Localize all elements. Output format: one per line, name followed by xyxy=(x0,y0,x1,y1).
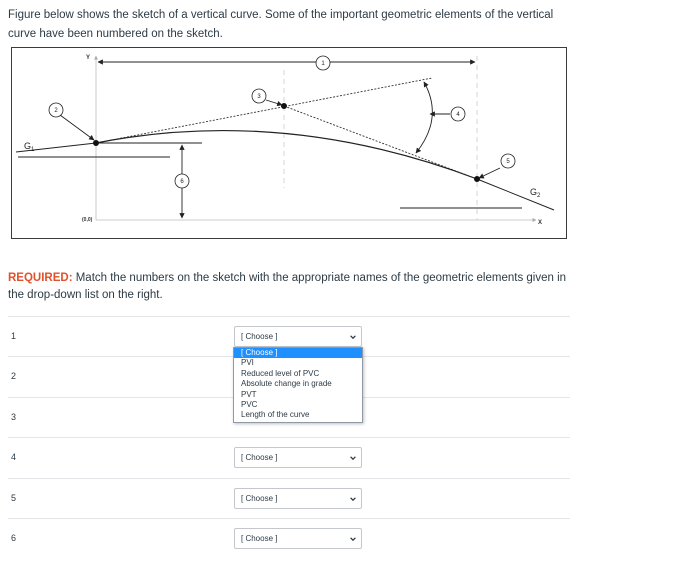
marker-4 xyxy=(451,107,465,121)
grade-2-label: $G_2$ xyxy=(530,187,541,199)
grade-1-label: $G_1$ xyxy=(24,141,35,153)
marker-3 xyxy=(252,89,266,103)
y-axis-label: Y xyxy=(86,55,91,61)
dropdown-option-pvt[interactable]: PVT xyxy=(241,389,257,399)
row-number: 1 xyxy=(11,331,17,341)
marker-3-label: 3 xyxy=(257,94,261,100)
marker-2-leader xyxy=(60,115,94,140)
dropdown-option-choose[interactable]: [ Choose ] xyxy=(234,348,362,358)
marker-3-leader xyxy=(266,100,282,105)
dropdown-option-absolute-change-grade[interactable]: Absolute change in grade xyxy=(241,379,332,389)
chevron-down-icon xyxy=(349,333,357,341)
marker-4-label: 4 xyxy=(456,112,460,118)
required-label: REQUIRED: xyxy=(8,272,73,284)
pvt-point xyxy=(474,176,480,182)
chevron-down-icon xyxy=(349,495,357,503)
match-row-4 xyxy=(8,437,570,478)
row-number: 5 xyxy=(11,493,17,503)
marker-5-label: 5 xyxy=(506,159,510,165)
required-text: Match the numbers on the sketch with the appropriate names of the geometric elements given in the drop-down list on the right. xyxy=(8,272,567,301)
origin-label: (0,0) xyxy=(82,217,93,223)
marker-6 xyxy=(175,174,189,188)
pvi-point xyxy=(281,103,287,109)
match-row-5 xyxy=(8,478,570,519)
marker-1 xyxy=(316,56,330,70)
answer-select-1[interactable] xyxy=(234,326,362,347)
row-number: 4 xyxy=(11,452,17,462)
match-row-6 xyxy=(8,518,570,559)
select-value: [ Choose ] xyxy=(241,332,278,341)
answer-select-4[interactable] xyxy=(234,447,362,468)
dropdown-option-pvc[interactable]: PVC xyxy=(241,399,258,409)
row-number: 6 xyxy=(11,533,17,543)
chevron-down-icon xyxy=(349,454,357,462)
select-value: [ Choose ] xyxy=(241,534,278,543)
x-axis-label: X xyxy=(538,220,543,226)
pvc-point xyxy=(93,140,99,146)
marker-5-leader xyxy=(479,168,500,178)
row-number: 2 xyxy=(11,371,17,381)
dropdown-option-reduced-level-pvc[interactable]: Reduced level of PVC xyxy=(241,368,320,378)
row-number: 3 xyxy=(11,412,17,422)
required-instructions xyxy=(8,270,568,304)
intro-text: Figure below shows the sketch of a vertical curve. Some of the important geometric elements of the vertical curve have been numbered on the sketch. xyxy=(8,9,554,40)
back-tangent-extension xyxy=(96,78,432,143)
select-value: [ Choose ] xyxy=(241,494,278,503)
vertical-curve xyxy=(96,131,477,179)
marker-2-label: 2 xyxy=(54,108,58,114)
sketch-canvas xyxy=(12,48,568,240)
dropdown-option-curve-length[interactable]: Length of the curve xyxy=(241,410,310,420)
answer-select-5[interactable] xyxy=(234,488,362,509)
marker-6-label: 6 xyxy=(180,179,184,185)
select-value: [ Choose ] xyxy=(241,453,278,462)
select-dropdown-list xyxy=(233,347,363,423)
grade-2-tangent xyxy=(477,179,554,210)
dropdown-option-pvi[interactable]: PVI xyxy=(241,358,254,368)
marker-1-label: 1 xyxy=(321,61,325,67)
chevron-down-icon xyxy=(349,535,357,543)
marker-5 xyxy=(501,154,515,168)
answer-select-6[interactable] xyxy=(234,528,362,549)
grade-change-arc xyxy=(416,82,432,153)
marker-2 xyxy=(49,103,63,117)
vertical-curve-sketch xyxy=(11,47,567,239)
